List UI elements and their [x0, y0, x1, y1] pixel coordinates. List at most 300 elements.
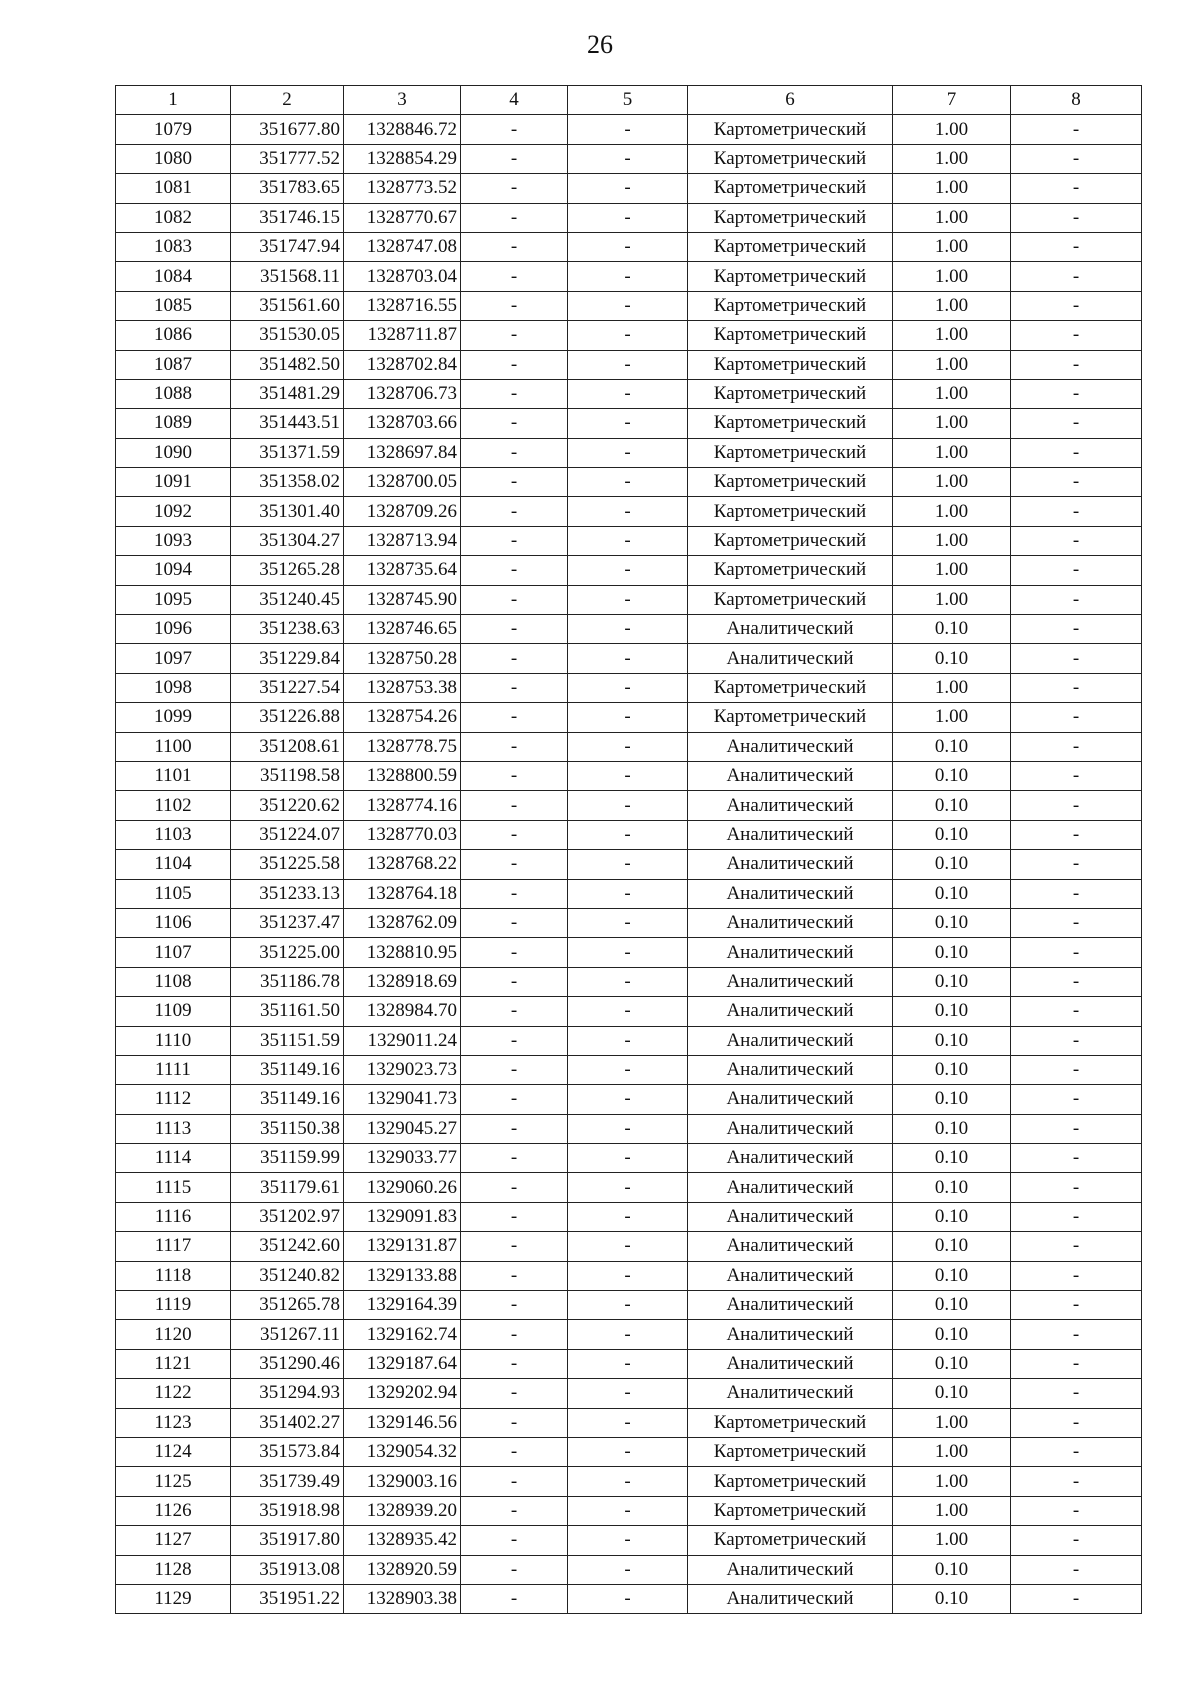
y-coordinate-cell: 1328745.90	[344, 585, 461, 614]
col8-cell: -	[1011, 1555, 1142, 1584]
point-number-cell: 1117	[116, 1232, 231, 1261]
method-cell: Аналитический	[688, 850, 893, 879]
table-row	[116, 232, 1142, 261]
point-number-cell: 1099	[116, 703, 231, 732]
col4-cell: -	[461, 1437, 568, 1466]
table-row	[116, 732, 1142, 761]
accuracy-cell: 0.10	[893, 938, 1011, 967]
y-coordinate-cell: 1328774.16	[344, 791, 461, 820]
y-coordinate-cell: 1329045.27	[344, 1114, 461, 1143]
col4-cell: -	[461, 1584, 568, 1613]
y-coordinate-cell: 1328709.26	[344, 497, 461, 526]
col8-cell: -	[1011, 497, 1142, 526]
col4-cell: -	[461, 321, 568, 350]
point-number-cell: 1118	[116, 1261, 231, 1290]
method-cell: Картометрический	[688, 585, 893, 614]
col5-cell: -	[568, 791, 688, 820]
col8-cell: -	[1011, 1144, 1142, 1173]
point-number-cell: 1098	[116, 673, 231, 702]
method-cell: Аналитический	[688, 997, 893, 1026]
y-coordinate-cell: 1329003.16	[344, 1467, 461, 1496]
point-number-cell: 1128	[116, 1555, 231, 1584]
point-number-cell: 1126	[116, 1496, 231, 1525]
accuracy-cell: 1.00	[893, 1437, 1011, 1466]
point-number-cell: 1093	[116, 526, 231, 555]
col4-cell: -	[461, 997, 568, 1026]
method-cell: Аналитический	[688, 967, 893, 996]
point-number-cell: 1106	[116, 908, 231, 937]
x-coordinate-cell: 351301.40	[231, 497, 344, 526]
x-coordinate-cell: 351227.54	[231, 673, 344, 702]
col5-cell: -	[568, 1114, 688, 1143]
col8-cell: -	[1011, 321, 1142, 350]
col8-cell: -	[1011, 732, 1142, 761]
table-row	[116, 262, 1142, 291]
x-coordinate-cell: 351225.00	[231, 938, 344, 967]
point-number-cell: 1084	[116, 262, 231, 291]
x-coordinate-cell: 351150.38	[231, 1114, 344, 1143]
method-cell: Аналитический	[688, 938, 893, 967]
accuracy-cell: 0.10	[893, 908, 1011, 937]
col8-cell: -	[1011, 468, 1142, 497]
method-cell: Аналитический	[688, 879, 893, 908]
table-row	[116, 908, 1142, 937]
table-row	[116, 350, 1142, 379]
method-cell: Аналитический	[688, 1320, 893, 1349]
col8-cell: -	[1011, 1261, 1142, 1290]
y-coordinate-cell: 1328768.22	[344, 850, 461, 879]
x-coordinate-cell: 351208.61	[231, 732, 344, 761]
table-row	[116, 1026, 1142, 1055]
col4-cell: -	[461, 115, 568, 144]
accuracy-cell: 0.10	[893, 1379, 1011, 1408]
accuracy-cell: 1.00	[893, 1408, 1011, 1437]
y-coordinate-cell: 1328764.18	[344, 879, 461, 908]
y-coordinate-cell: 1328706.73	[344, 379, 461, 408]
method-cell: Аналитический	[688, 908, 893, 937]
method-cell: Аналитический	[688, 1261, 893, 1290]
point-number-cell: 1111	[116, 1055, 231, 1084]
col4-cell: -	[461, 644, 568, 673]
method-cell: Аналитический	[688, 1055, 893, 1084]
table-row	[116, 1555, 1142, 1584]
method-cell: Картометрический	[688, 673, 893, 702]
col4-cell: -	[461, 1202, 568, 1231]
accuracy-cell: 1.00	[893, 350, 1011, 379]
table-row	[116, 1144, 1142, 1173]
col8-cell: -	[1011, 1320, 1142, 1349]
col8-cell: -	[1011, 1437, 1142, 1466]
col4-cell: -	[461, 1291, 568, 1320]
method-cell: Картометрический	[688, 1467, 893, 1496]
table-row	[116, 1085, 1142, 1114]
point-number-cell: 1095	[116, 585, 231, 614]
y-coordinate-cell: 1329091.83	[344, 1202, 461, 1231]
col5-cell: -	[568, 291, 688, 320]
accuracy-cell: 1.00	[893, 262, 1011, 291]
accuracy-cell: 0.10	[893, 967, 1011, 996]
y-coordinate-cell: 1329060.26	[344, 1173, 461, 1202]
point-number-cell: 1089	[116, 409, 231, 438]
y-coordinate-cell: 1328800.59	[344, 761, 461, 790]
table-row	[116, 673, 1142, 702]
accuracy-cell: 1.00	[893, 144, 1011, 173]
col5-cell: -	[568, 174, 688, 203]
col5-cell: -	[568, 497, 688, 526]
col4-cell: -	[461, 379, 568, 408]
col5-cell: -	[568, 850, 688, 879]
y-coordinate-cell: 1328935.42	[344, 1526, 461, 1555]
col5-cell: -	[568, 526, 688, 555]
method-cell: Картометрический	[688, 115, 893, 144]
column-header: 4	[461, 86, 568, 115]
col8-cell: -	[1011, 644, 1142, 673]
table-row	[116, 820, 1142, 849]
col4-cell: -	[461, 1026, 568, 1055]
method-cell: Аналитический	[688, 1026, 893, 1055]
point-number-cell: 1129	[116, 1584, 231, 1613]
point-number-cell: 1092	[116, 497, 231, 526]
col8-cell: -	[1011, 1085, 1142, 1114]
col4-cell: -	[461, 615, 568, 644]
method-cell: Картометрический	[688, 1526, 893, 1555]
accuracy-cell: 0.10	[893, 615, 1011, 644]
y-coordinate-cell: 1328984.70	[344, 997, 461, 1026]
col4-cell: -	[461, 967, 568, 996]
y-coordinate-cell: 1328903.38	[344, 1584, 461, 1613]
col4-cell: -	[461, 350, 568, 379]
col5-cell: -	[568, 879, 688, 908]
col4-cell: -	[461, 144, 568, 173]
col8-cell: -	[1011, 409, 1142, 438]
table-row	[116, 761, 1142, 790]
col4-cell: -	[461, 1173, 568, 1202]
point-number-cell: 1124	[116, 1437, 231, 1466]
point-number-cell: 1087	[116, 350, 231, 379]
col5-cell: -	[568, 673, 688, 702]
y-coordinate-cell: 1329033.77	[344, 1144, 461, 1173]
accuracy-cell: 1.00	[893, 203, 1011, 232]
accuracy-cell: 1.00	[893, 115, 1011, 144]
col8-cell: -	[1011, 1526, 1142, 1555]
table-row	[116, 526, 1142, 555]
accuracy-cell: 1.00	[893, 438, 1011, 467]
accuracy-cell: 1.00	[893, 1496, 1011, 1525]
table-row	[116, 1202, 1142, 1231]
accuracy-cell: 0.10	[893, 850, 1011, 879]
col4-cell: -	[461, 673, 568, 702]
point-number-cell: 1105	[116, 879, 231, 908]
table-row	[116, 468, 1142, 497]
table-row	[116, 1261, 1142, 1290]
x-coordinate-cell: 351240.45	[231, 585, 344, 614]
y-coordinate-cell: 1329187.64	[344, 1349, 461, 1378]
x-coordinate-cell: 351202.97	[231, 1202, 344, 1231]
accuracy-cell: 0.10	[893, 997, 1011, 1026]
col4-cell: -	[461, 556, 568, 585]
col5-cell: -	[568, 1379, 688, 1408]
y-coordinate-cell: 1328846.72	[344, 115, 461, 144]
y-coordinate-cell: 1329131.87	[344, 1232, 461, 1261]
col8-cell: -	[1011, 850, 1142, 879]
x-coordinate-cell: 351224.07	[231, 820, 344, 849]
x-coordinate-cell: 351225.58	[231, 850, 344, 879]
y-coordinate-cell: 1328735.64	[344, 556, 461, 585]
y-coordinate-cell: 1328702.84	[344, 350, 461, 379]
y-coordinate-cell: 1328778.75	[344, 732, 461, 761]
point-number-cell: 1120	[116, 1320, 231, 1349]
col8-cell: -	[1011, 1349, 1142, 1378]
accuracy-cell: 0.10	[893, 1144, 1011, 1173]
table-row	[116, 379, 1142, 408]
col4-cell: -	[461, 1232, 568, 1261]
method-cell: Аналитический	[688, 1349, 893, 1378]
x-coordinate-cell: 351371.59	[231, 438, 344, 467]
table-row	[116, 1173, 1142, 1202]
accuracy-cell: 1.00	[893, 585, 1011, 614]
col4-cell: -	[461, 526, 568, 555]
table-row	[116, 1437, 1142, 1466]
method-cell: Аналитический	[688, 1584, 893, 1613]
point-number-cell: 1116	[116, 1202, 231, 1231]
x-coordinate-cell: 351186.78	[231, 967, 344, 996]
table-row	[116, 938, 1142, 967]
accuracy-cell: 1.00	[893, 497, 1011, 526]
point-number-cell: 1085	[116, 291, 231, 320]
col4-cell: -	[461, 203, 568, 232]
x-coordinate-cell: 351677.80	[231, 115, 344, 144]
point-number-cell: 1121	[116, 1349, 231, 1378]
table-row	[116, 997, 1142, 1026]
y-coordinate-cell: 1329164.39	[344, 1291, 461, 1320]
column-header: 6	[688, 86, 893, 115]
col4-cell: -	[461, 820, 568, 849]
table-row	[116, 497, 1142, 526]
x-coordinate-cell: 351573.84	[231, 1437, 344, 1466]
table-row	[116, 1320, 1142, 1349]
col8-cell: -	[1011, 556, 1142, 585]
point-number-cell: 1115	[116, 1173, 231, 1202]
accuracy-cell: 1.00	[893, 321, 1011, 350]
col8-cell: -	[1011, 526, 1142, 555]
col5-cell: -	[568, 1320, 688, 1349]
col8-cell: -	[1011, 379, 1142, 408]
accuracy-cell: 0.10	[893, 1261, 1011, 1290]
x-coordinate-cell: 351913.08	[231, 1555, 344, 1584]
col5-cell: -	[568, 1467, 688, 1496]
x-coordinate-cell: 351179.61	[231, 1173, 344, 1202]
col4-cell: -	[461, 232, 568, 261]
col8-cell: -	[1011, 115, 1142, 144]
accuracy-cell: 0.10	[893, 1320, 1011, 1349]
x-coordinate-cell: 351198.58	[231, 761, 344, 790]
col8-cell: -	[1011, 1232, 1142, 1261]
accuracy-cell: 0.10	[893, 732, 1011, 761]
y-coordinate-cell: 1329133.88	[344, 1261, 461, 1290]
col5-cell: -	[568, 1232, 688, 1261]
col8-cell: -	[1011, 703, 1142, 732]
accuracy-cell: 0.10	[893, 1291, 1011, 1320]
table-row	[116, 615, 1142, 644]
col5-cell: -	[568, 585, 688, 614]
table-row	[116, 1349, 1142, 1378]
y-coordinate-cell: 1329054.32	[344, 1437, 461, 1466]
col5-cell: -	[568, 556, 688, 585]
table-row	[116, 321, 1142, 350]
col5-cell: -	[568, 262, 688, 291]
x-coordinate-cell: 351747.94	[231, 232, 344, 261]
point-number-cell: 1091	[116, 468, 231, 497]
x-coordinate-cell: 351304.27	[231, 526, 344, 555]
point-number-cell: 1104	[116, 850, 231, 879]
col5-cell: -	[568, 820, 688, 849]
table-row	[116, 1379, 1142, 1408]
y-coordinate-cell: 1328700.05	[344, 468, 461, 497]
method-cell: Картометрический	[688, 174, 893, 203]
y-coordinate-cell: 1328747.08	[344, 232, 461, 261]
col8-cell: -	[1011, 1114, 1142, 1143]
col8-cell: -	[1011, 350, 1142, 379]
accuracy-cell: 1.00	[893, 291, 1011, 320]
x-coordinate-cell: 351229.84	[231, 644, 344, 673]
table-row	[116, 203, 1142, 232]
col5-cell: -	[568, 438, 688, 467]
method-cell: Аналитический	[688, 791, 893, 820]
col4-cell: -	[461, 1144, 568, 1173]
method-cell: Аналитический	[688, 644, 893, 673]
x-coordinate-cell: 351149.16	[231, 1085, 344, 1114]
point-number-cell: 1079	[116, 115, 231, 144]
col5-cell: -	[568, 1291, 688, 1320]
page-number: 26	[587, 30, 613, 59]
table-row	[116, 1408, 1142, 1437]
col5-cell: -	[568, 321, 688, 350]
accuracy-cell: 0.10	[893, 1349, 1011, 1378]
accuracy-cell: 1.00	[893, 409, 1011, 438]
point-number-cell: 1108	[116, 967, 231, 996]
col8-cell: -	[1011, 1379, 1142, 1408]
col5-cell: -	[568, 1349, 688, 1378]
x-coordinate-cell: 351237.47	[231, 908, 344, 937]
col4-cell: -	[461, 850, 568, 879]
col8-cell: -	[1011, 820, 1142, 849]
accuracy-cell: 1.00	[893, 232, 1011, 261]
col5-cell: -	[568, 703, 688, 732]
col5-cell: -	[568, 1584, 688, 1613]
method-cell: Картометрический	[688, 468, 893, 497]
accuracy-cell: 0.10	[893, 879, 1011, 908]
col8-cell: -	[1011, 1026, 1142, 1055]
col4-cell: -	[461, 1526, 568, 1555]
x-coordinate-cell: 351267.11	[231, 1320, 344, 1349]
x-coordinate-cell: 351242.60	[231, 1232, 344, 1261]
table-row	[116, 1584, 1142, 1613]
accuracy-cell: 1.00	[893, 556, 1011, 585]
accuracy-cell: 0.10	[893, 1114, 1011, 1143]
col4-cell: -	[461, 262, 568, 291]
method-cell: Картометрический	[688, 144, 893, 173]
col8-cell: -	[1011, 879, 1142, 908]
x-coordinate-cell: 351358.02	[231, 468, 344, 497]
header-row	[116, 86, 1142, 115]
table-row	[116, 967, 1142, 996]
col5-cell: -	[568, 409, 688, 438]
col5-cell: -	[568, 232, 688, 261]
col4-cell: -	[461, 761, 568, 790]
col4-cell: -	[461, 1467, 568, 1496]
col4-cell: -	[461, 1408, 568, 1437]
col5-cell: -	[568, 115, 688, 144]
col4-cell: -	[461, 1320, 568, 1349]
y-coordinate-cell: 1328770.67	[344, 203, 461, 232]
method-cell: Картометрический	[688, 1437, 893, 1466]
accuracy-cell: 1.00	[893, 526, 1011, 555]
col8-cell: -	[1011, 791, 1142, 820]
col4-cell: -	[461, 703, 568, 732]
col8-cell: -	[1011, 1173, 1142, 1202]
method-cell: Картометрический	[688, 526, 893, 555]
col5-cell: -	[568, 1026, 688, 1055]
point-number-cell: 1094	[116, 556, 231, 585]
col8-cell: -	[1011, 1584, 1142, 1613]
col4-cell: -	[461, 938, 568, 967]
col5-cell: -	[568, 644, 688, 673]
table-row	[116, 115, 1142, 144]
x-coordinate-cell: 351240.82	[231, 1261, 344, 1290]
method-cell: Аналитический	[688, 1173, 893, 1202]
y-coordinate-cell: 1328697.84	[344, 438, 461, 467]
point-number-cell: 1086	[116, 321, 231, 350]
col5-cell: -	[568, 1496, 688, 1525]
x-coordinate-cell: 351151.59	[231, 1026, 344, 1055]
col5-cell: -	[568, 761, 688, 790]
point-number-cell: 1107	[116, 938, 231, 967]
col4-cell: -	[461, 732, 568, 761]
col5-cell: -	[568, 1408, 688, 1437]
point-number-cell: 1101	[116, 761, 231, 790]
table-row	[116, 1467, 1142, 1496]
y-coordinate-cell: 1328703.66	[344, 409, 461, 438]
x-coordinate-cell: 351746.15	[231, 203, 344, 232]
column-header: 2	[231, 86, 344, 115]
point-number-cell: 1119	[116, 1291, 231, 1320]
x-coordinate-cell: 351265.28	[231, 556, 344, 585]
col8-cell: -	[1011, 232, 1142, 261]
y-coordinate-cell: 1328939.20	[344, 1496, 461, 1525]
table-row	[116, 1055, 1142, 1084]
point-number-cell: 1083	[116, 232, 231, 261]
table-row	[116, 1232, 1142, 1261]
col4-cell: -	[461, 1085, 568, 1114]
x-coordinate-cell: 351149.16	[231, 1055, 344, 1084]
point-number-cell: 1103	[116, 820, 231, 849]
method-cell: Аналитический	[688, 1555, 893, 1584]
method-cell: Картометрический	[688, 438, 893, 467]
y-coordinate-cell: 1329011.24	[344, 1026, 461, 1055]
col8-cell: -	[1011, 203, 1142, 232]
x-coordinate-cell: 351917.80	[231, 1526, 344, 1555]
table-row	[116, 850, 1142, 879]
col4-cell: -	[461, 1496, 568, 1525]
method-cell: Картометрический	[688, 497, 893, 526]
point-number-cell: 1123	[116, 1408, 231, 1437]
y-coordinate-cell: 1328711.87	[344, 321, 461, 350]
y-coordinate-cell: 1329041.73	[344, 1085, 461, 1114]
y-coordinate-cell: 1328750.28	[344, 644, 461, 673]
table-row	[116, 585, 1142, 614]
col5-cell: -	[568, 1144, 688, 1173]
method-cell: Аналитический	[688, 1291, 893, 1320]
